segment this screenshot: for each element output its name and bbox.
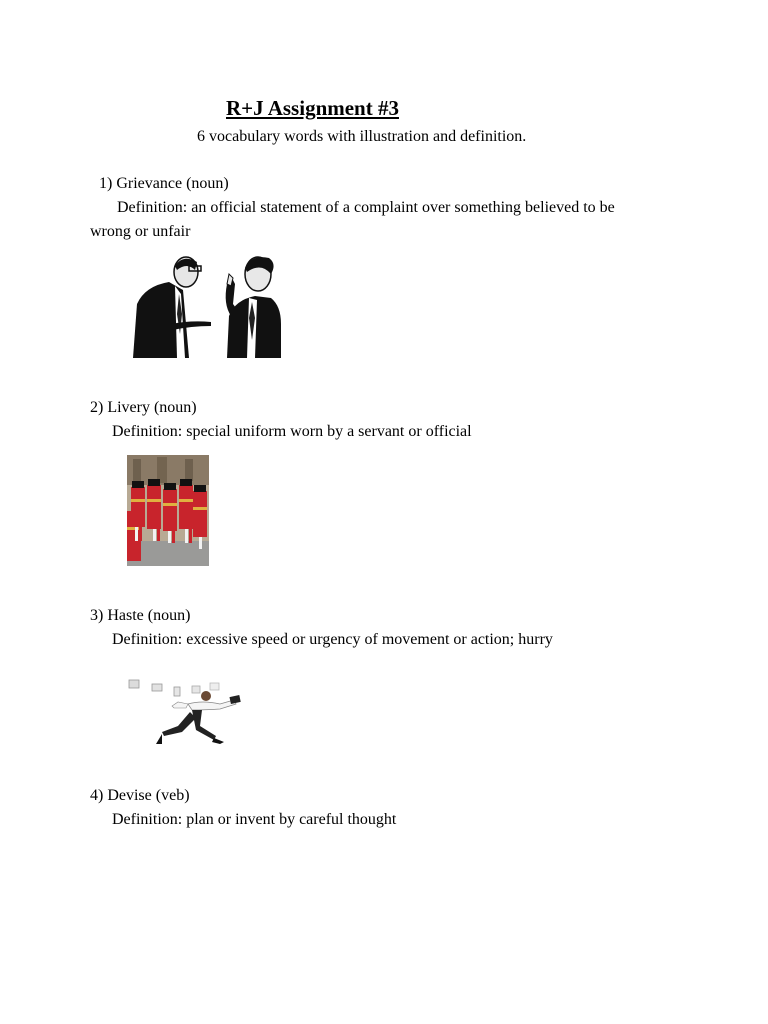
livery-illustration <box>127 455 209 566</box>
page-title: R+J Assignment #3 <box>226 96 399 120</box>
haste-illustration <box>124 674 248 746</box>
page-subtitle: 6 vocabulary words with illustration and definition. <box>197 128 527 145</box>
entry-2-definition-line-1: Definition: special uniform worn by a servant or official <box>112 423 472 440</box>
entry-3-definition-line-1: Definition: excessive speed or urgency of movement or action; hurry <box>112 631 553 648</box>
entry-1-definition-line-1: Definition: an official statement of a complaint over something believed to be <box>117 199 615 216</box>
entry-2-heading: 2) Livery (noun) <box>90 399 197 416</box>
entry-4-heading: 4) Devise (veb) <box>90 787 190 804</box>
grievance-illustration <box>131 254 281 358</box>
entry-1-definition-line-2: wrong or unfair <box>90 223 191 240</box>
entry-4-definition-line-1: Definition: plan or invent by careful thought <box>112 811 397 828</box>
entry-3-heading: 3) Haste (noun) <box>90 607 191 624</box>
entry-1-heading: 1) Grievance (noun) <box>99 175 229 192</box>
